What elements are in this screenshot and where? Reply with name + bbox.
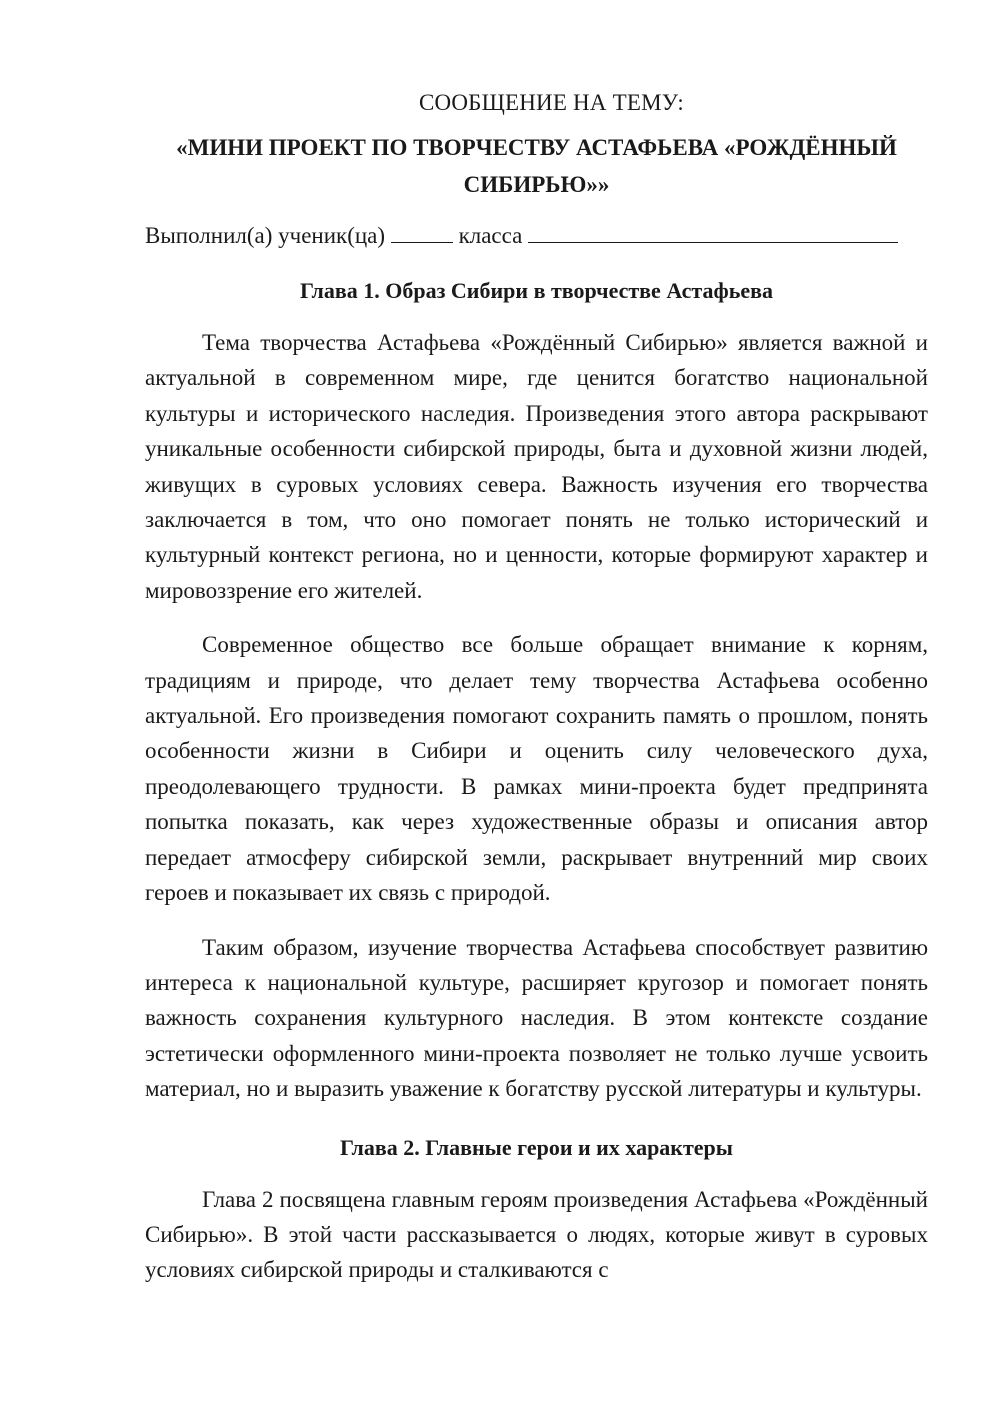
document-header: СООБЩЕНИЕ НА ТЕМУ: — [419, 90, 684, 115]
document-title: «МИНИ ПРОЕКТ ПО ТВОРЧЕСТВУ АСТАФЬЕВА «РОЖДЁННЫЙ СИБИРЬЮ»» — [176, 135, 897, 197]
chapter-2-heading: Глава 2. Главные герои и их характеры — [340, 1134, 733, 1160]
chapter-1-heading: Глава 1. Образ Сибири в творчестве Астафьева — [299, 278, 774, 303]
name-blank — [528, 220, 898, 243]
author-line — [145, 220, 928, 251]
chapter-1-paragraph: Таким образом, изучение творчества Астафьева способствует развитию интереса к национальной культуре, расширяет кругозор и помогает понять важность сохранения культурного наследия. В этом контексте создание эстетически оформленного мини-проекта позволяет не только лучше усвоить материал, но и выразить уважение к богатству русской литературы и культуры. — [145, 934, 928, 1102]
author-prefix: Выполнил(а) ученик(ца) — [145, 223, 386, 248]
document-page — [145, 88, 928, 1288]
chapter-2-paragraph: Глава 2 посвящена главным героям произведения Астафьева «Рождённый Сибирью». В этой части рассказывается о людях, которые живут в суровых условиях сибирской природы и сталкиваются с — [145, 1186, 928, 1283]
grade-blank — [391, 220, 453, 243]
chapter-1-paragraph: Тема творчества Астафьева «Рождённый Сибирью» является важной и актуальной в современном мире, где ценится богатство национальной культуры и исторического наследия. Произведения этого автора раскрывают уникальные особенности сибирской природы, быта и духовной жизни людей, живущих в суровых условиях севера. Важность изучения его творчества заключается в том, что оно помогает понять не только исторический и культурный контекст региона, но и ценности, которые формируют характер и мировоззрение его жителей. — [145, 330, 928, 603]
chapter-1-paragraph: Современное общество все больше обращает внимание к корням, традициям и природе, что делает тему творчества Астафьева особенно актуальной. Его произведения помогают сохранить память о прошлом, понять особенности жизни в Сибири и оценить силу человеческого духа, преодолевающего трудности. В рамках мини-проекта будет предпринята попытка показать, как через художественные образы и описания автор передает атмосферу сибирской земли, раскрывает внутренний мир своих героев и показывает их связь с природой. — [145, 632, 928, 906]
author-class-label: класса — [458, 223, 523, 248]
